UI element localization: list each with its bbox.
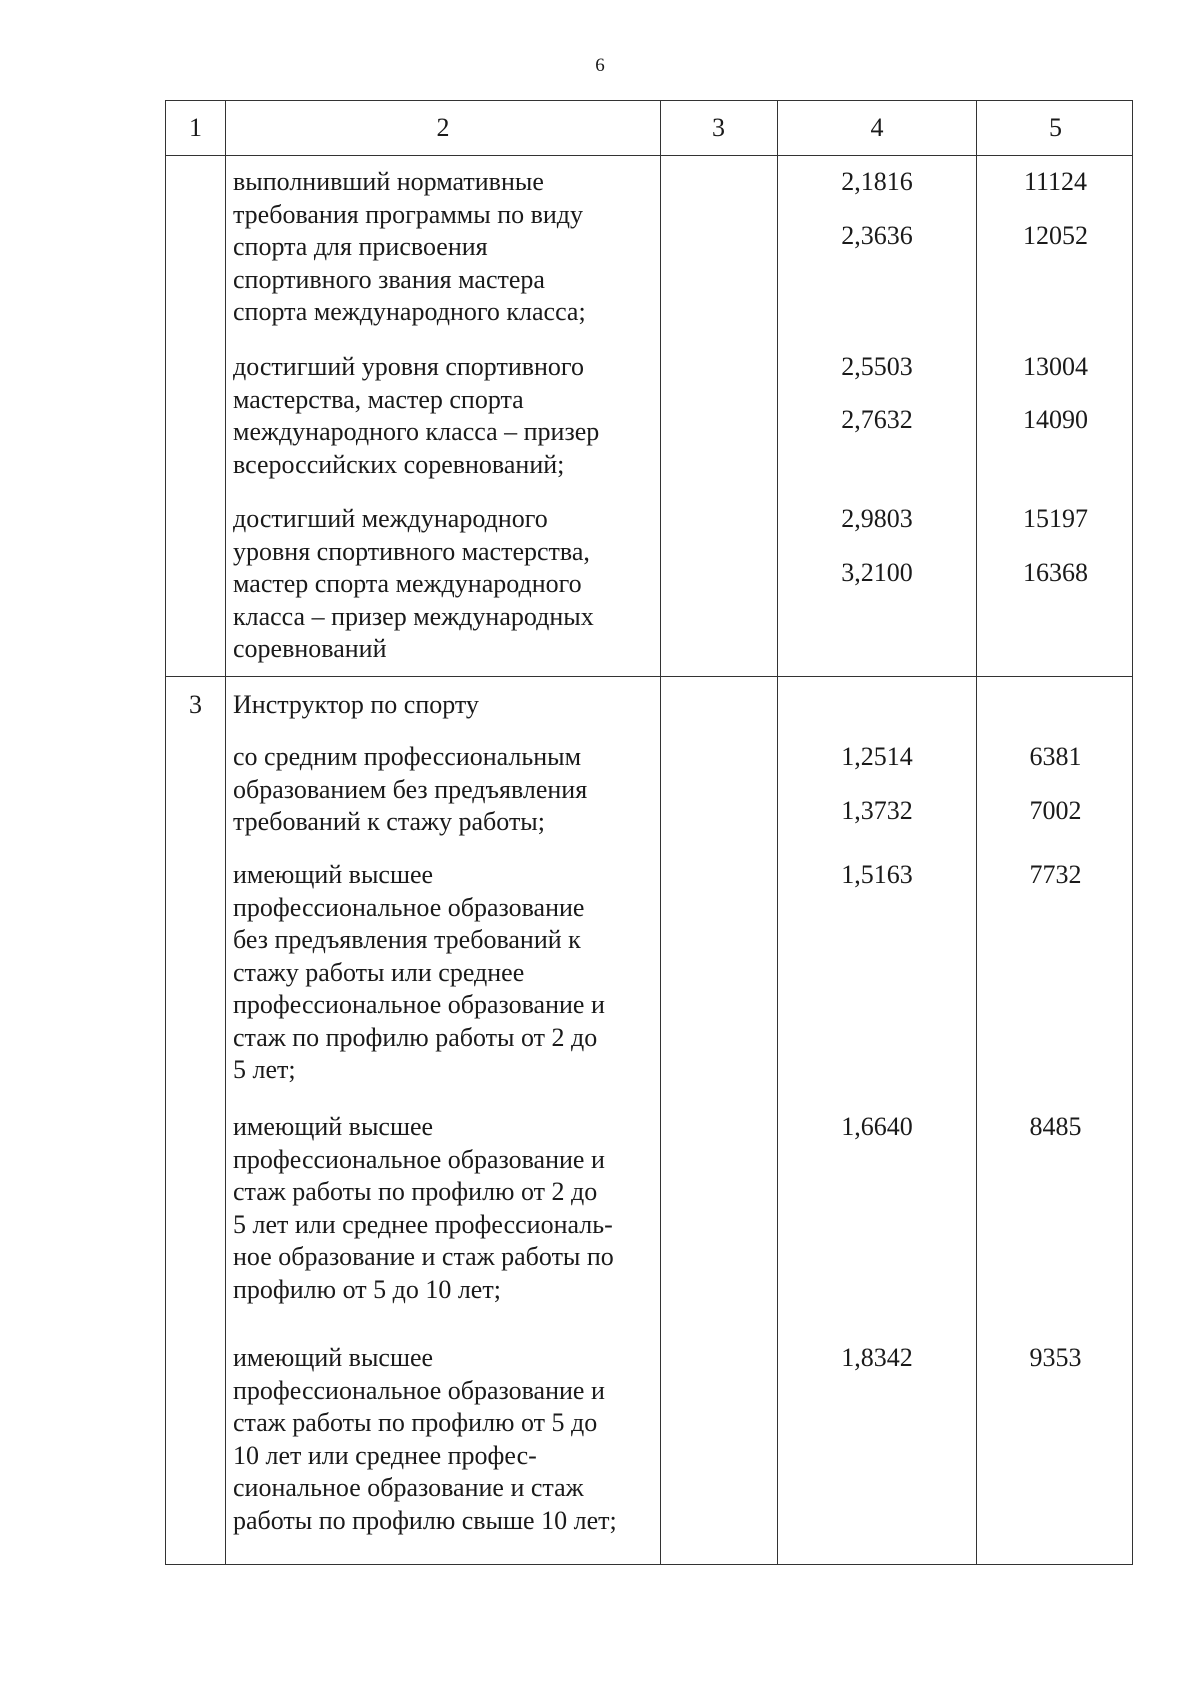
- section-number: 3: [189, 690, 202, 719]
- description-line: уровня спортивного мастерства,: [233, 536, 590, 566]
- row-description: [233, 1111, 653, 1306]
- description-line: достигший международного: [233, 504, 548, 533]
- salary-value: 11124: [1023, 167, 1088, 196]
- row-description: [233, 351, 653, 481]
- description-line: профессиональное образование и: [233, 990, 605, 1019]
- description-line: мастер спорта международного: [233, 569, 582, 598]
- row-description: [233, 741, 653, 839]
- coefficient-value: 1,5163: [841, 860, 913, 889]
- section-title: Инструктор по спорту: [233, 690, 479, 719]
- description-line: имеющий высшее: [233, 1112, 434, 1141]
- description-line: выполнивший нормативные: [233, 167, 544, 196]
- column-divider: [225, 101, 226, 1564]
- description-line: ное образование и стаж работы по: [233, 1242, 614, 1271]
- row-divider: [166, 676, 1132, 677]
- row-description: [233, 1342, 653, 1537]
- description-line: спорта международного класса;: [233, 297, 586, 326]
- salary-value: 7732: [1029, 860, 1082, 889]
- description-line: стаж работы по профилю от 2 до: [233, 1177, 598, 1206]
- salary-value: 16368: [1023, 558, 1088, 587]
- description-line: требований к стажу работы;: [233, 807, 545, 836]
- row-description: [233, 859, 653, 1087]
- salary-value: 9353: [1029, 1343, 1082, 1372]
- salary-value: 7002: [1029, 796, 1082, 825]
- coefficient-value: 2,5503: [841, 352, 913, 381]
- description-line: международного класса – призер: [233, 417, 600, 446]
- description-line: стаж работы по профилю от 5 до: [233, 1408, 598, 1437]
- coefficient-value: 2,9803: [841, 504, 913, 533]
- description-line: класса – призер международных: [233, 601, 594, 631]
- description-line: профилю от 5 до 10 лет;: [233, 1274, 501, 1304]
- page-number: 6: [595, 55, 605, 76]
- description-line: со средним профессиональным: [233, 742, 582, 771]
- description-line: 5 лет;: [233, 1055, 296, 1084]
- coefficient-value: 1,8342: [841, 1343, 913, 1372]
- header-cell-5: 5: [1049, 113, 1062, 142]
- column-divider: [660, 101, 661, 1564]
- description-line: профессиональное образование и: [233, 1375, 605, 1405]
- salary-value: 6381: [1029, 742, 1082, 771]
- description-line: работы по профилю свыше 10 лет;: [233, 1505, 617, 1535]
- header-cell-3: 3: [712, 113, 725, 142]
- coefficient-value: 2,7632: [841, 405, 913, 434]
- description-line: без предъявления требований к: [233, 925, 581, 954]
- salary-value: 12052: [1023, 221, 1088, 250]
- coefficient-value: 1,6640: [841, 1112, 913, 1141]
- row-description: [233, 503, 653, 666]
- description-line: спорта для присвоения: [233, 232, 488, 261]
- header-cell-2: 2: [436, 113, 450, 142]
- description-line: имеющий высшее: [233, 1343, 434, 1372]
- salary-value: 15197: [1023, 504, 1088, 533]
- salary-value: 13004: [1023, 352, 1088, 381]
- description-line: сиональное образование и стаж: [233, 1473, 584, 1502]
- description-line: всероссийских соревнований;: [233, 449, 565, 479]
- description-line: 5 лет или среднее профессиональ-: [233, 1209, 613, 1239]
- description-line: стажу работы или среднее: [233, 957, 525, 987]
- description-line: образованием без предъявления: [233, 774, 588, 804]
- description-line: достигший уровня спортивного: [233, 352, 584, 381]
- salary-value: 14090: [1023, 405, 1088, 434]
- description-line: профессиональное образование и: [233, 1144, 605, 1174]
- coefficient-value: 2,1816: [841, 167, 913, 196]
- header-cell-4: 4: [870, 113, 884, 142]
- header-divider: [166, 155, 1132, 156]
- description-line: соревнований: [233, 634, 387, 663]
- description-line: требования программы по виду: [233, 199, 584, 229]
- description-line: мастерства, мастер спорта: [233, 384, 524, 414]
- pay-rate-table: [165, 100, 1133, 1565]
- description-line: спортивного звания мастера: [233, 264, 545, 294]
- coefficient-value: 2,3636: [841, 221, 913, 250]
- description-line: стаж по профилю работы от 2 до: [233, 1022, 598, 1052]
- coefficient-value: 1,3732: [841, 796, 913, 825]
- description-line: 10 лет или среднее профес-: [233, 1440, 537, 1470]
- header-cell-1: 1: [189, 113, 202, 142]
- salary-value: 8485: [1029, 1112, 1082, 1141]
- coefficient-value: 1,2514: [841, 742, 913, 771]
- description-line: имеющий высшее: [233, 860, 434, 889]
- description-line: профессиональное образование: [233, 892, 585, 922]
- coefficient-value: 3,2100: [841, 558, 913, 587]
- row-description: [233, 166, 653, 329]
